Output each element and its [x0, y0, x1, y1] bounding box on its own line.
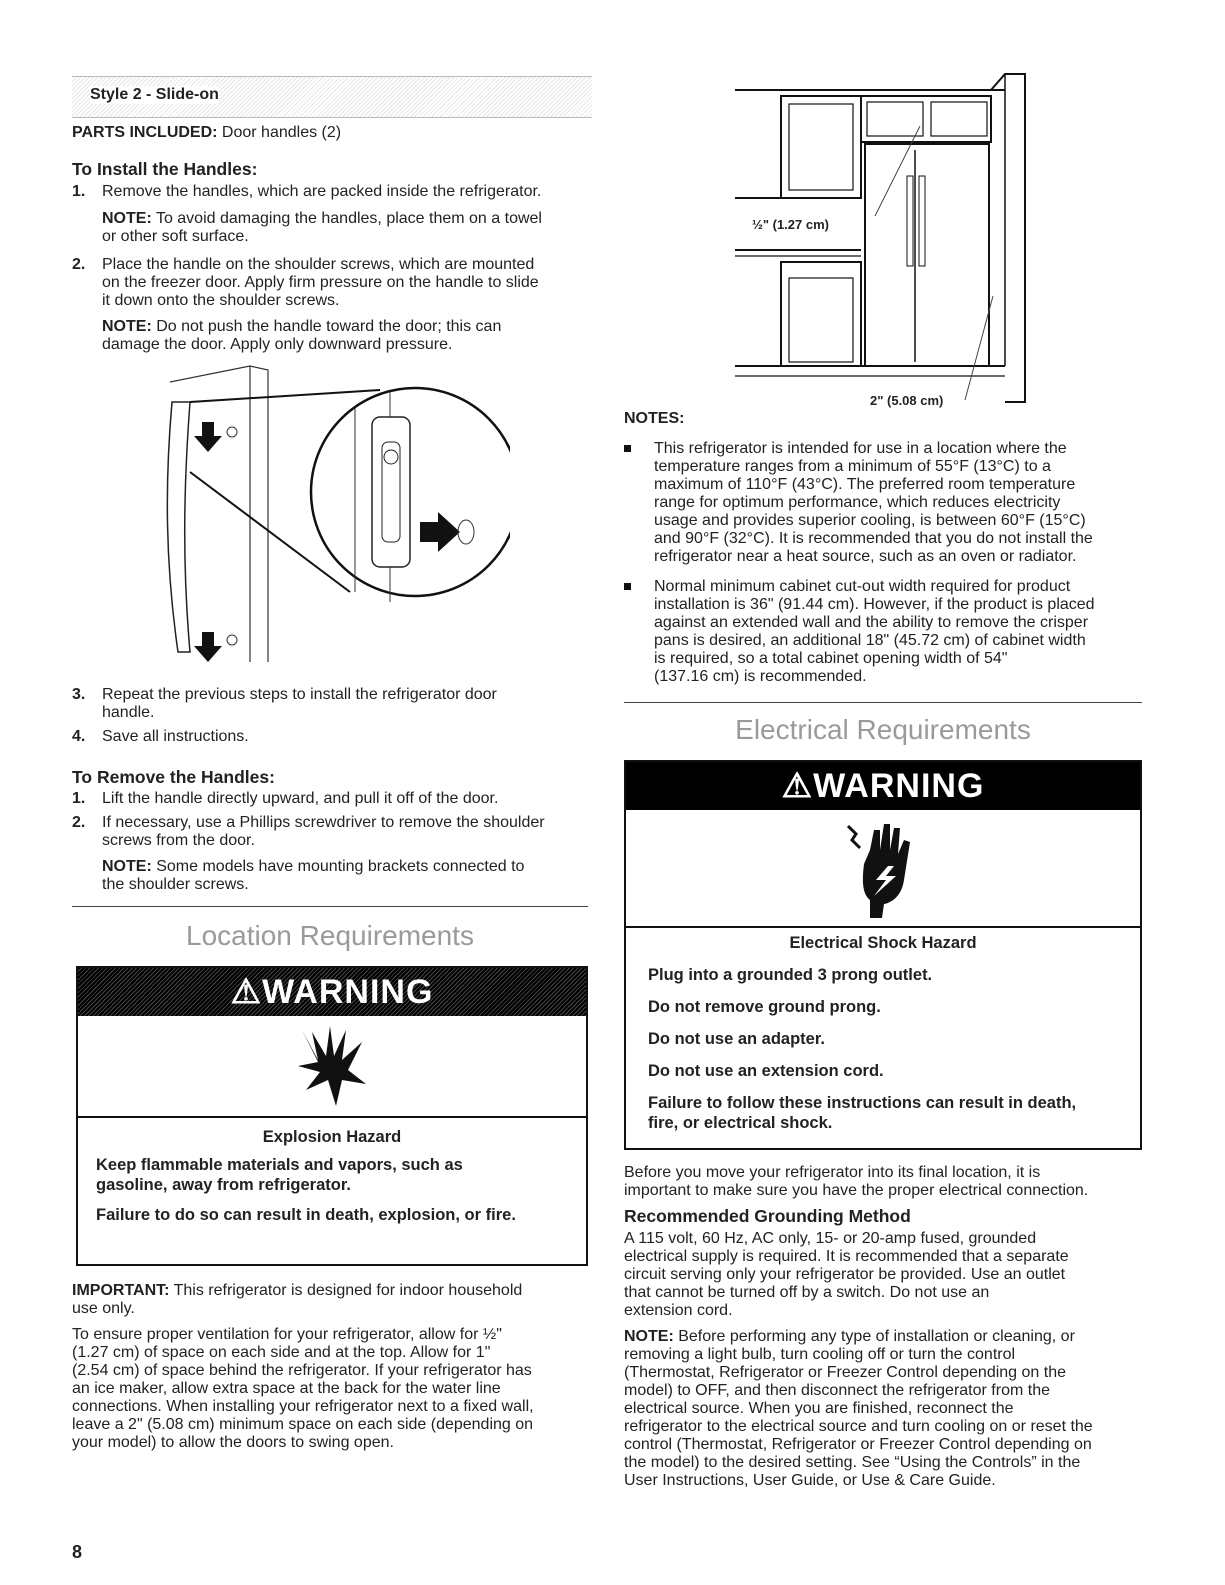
section-divider [624, 702, 1142, 703]
electrical-title: Electrical Requirements [735, 714, 1031, 745]
bullet [624, 583, 631, 590]
note1-line-3: maximum of 110°F (43°C). The preferred room temperature [654, 476, 1076, 493]
final-note-line-8: the model) to the desired setting. See “Using the Controls” in the [624, 1454, 1081, 1471]
shock-warning-box [624, 760, 1142, 1150]
note1-line-4: range for optimum performance, which reduces electricity [654, 494, 1061, 511]
grounding-line-4: that cannot be turned off by a switch. Do not use an [624, 1284, 990, 1301]
location-title: Location Requirements [186, 920, 474, 951]
warning-header: ⚠WARNING [78, 968, 586, 1016]
install-note-2: NOTE: Do not push the handle toward the door; this can [102, 318, 502, 335]
step-number: 4. [72, 728, 86, 745]
note2-line-1: Normal minimum cabinet cut-out width required for product [654, 578, 1071, 595]
install-note-1: NOTE: To avoid damaging the handles, place them on a towel [102, 210, 542, 227]
remove-step-2-line1: If necessary, use a Phillips screwdriver to remove the shoulder [102, 814, 545, 831]
shock-line-5: Failure to follow these instructions can result in death, [648, 1094, 1077, 1112]
shock-hazard-title: Electrical Shock Hazard [789, 934, 977, 952]
step-number: 2. [72, 256, 86, 273]
final-note-line-2: removing a light bulb, turn cooling off or turn the control [624, 1346, 1016, 1363]
before-line-1: Before you move your refrigerator into its final location, it is [624, 1164, 1041, 1181]
explosion-warning-box [76, 966, 588, 1266]
step-number: 1. [72, 183, 86, 200]
ventilation-line-3: (2.54 cm) of space behind the refrigerator. If your refrigerator has [72, 1362, 532, 1379]
important-note: IMPORTANT: This refrigerator is designed for indoor household [72, 1282, 523, 1299]
ventilation-line-5: connections. When installing your refrigerator next to a fixed wall, [72, 1398, 534, 1415]
warning-header: ⚠WARNING [626, 762, 1140, 810]
remove-heading: To Remove the Handles: [72, 767, 275, 787]
grounding-line-5: extension cord. [624, 1302, 733, 1319]
note2-line-3: against an extended wall and the ability to remove the crisper [654, 614, 1089, 631]
install-step-3-line1: Repeat the previous steps to install the refrigerator door [102, 686, 497, 703]
grounding-line-1: A 115 volt, 60 Hz, AC only, 15- or 20-amp fused, grounded [624, 1230, 1037, 1247]
remove-step-1: Lift the handle directly upward, and pull it off of the door. [102, 790, 499, 807]
note1-line-6: and 90°F (32°C). It is recommended that you do not install the [654, 530, 1093, 547]
step-number: 3. [72, 686, 86, 703]
shock-icon-row [626, 810, 1140, 928]
grounding-heading: Recommended Grounding Method [624, 1206, 911, 1226]
step-number: 1. [72, 790, 86, 807]
install-step-3-line2: handle. [102, 704, 155, 721]
install-heading: To Install the Handles: [72, 159, 258, 179]
page-number: 8 [72, 1542, 83, 1562]
parts-included: PARTS INCLUDED: Door handles (2) [72, 124, 342, 141]
explosion-line-3: Failure to do so can result in death, explosion, or fire. [96, 1206, 516, 1224]
install-step-2-line2: on the freezer door. Apply firm pressure on the handle to slide [102, 274, 539, 291]
shock-line-3: Do not use an adapter. [648, 1030, 825, 1048]
note2-line-4: pans is desired, an additional 18" (45.72 cm) of cabinet width [654, 632, 1086, 649]
section-divider [72, 906, 588, 907]
style-header-bar [72, 76, 592, 118]
shock-line-2: Do not remove ground prong. [648, 998, 881, 1016]
final-note-line-9: User Instructions, User Guide, or Use & Care Guide. [624, 1472, 996, 1489]
remove-step-2-line2: screws from the door. [102, 832, 255, 849]
explosion-hazard-title: Explosion Hazard [262, 1128, 402, 1146]
ventilation-line-2: (1.27 cm) of space on each side and at the top. Allow for 1" [72, 1344, 491, 1361]
note1-line-1: This refrigerator is intended for use in a location where the [654, 440, 1067, 457]
notes-heading: NOTES: [624, 410, 685, 427]
final-note-line-5: electrical source. When you are finished, reconnect the [624, 1400, 1014, 1417]
final-note-line-3: (Thermostat, Refrigerator or Freezer Control depending on the [624, 1364, 1066, 1381]
grounding-line-2: electrical supply is required. It is recommended that a separate [624, 1248, 1069, 1265]
explosion-icon [296, 1022, 368, 1110]
before-line-2: important to make sure you have the proper electrical connection. [624, 1182, 1089, 1199]
note2-line-2: installation is 36" (91.44 cm). However, if the product is placed [654, 596, 1095, 613]
grounding-line-3: circuit serving only your refrigerator be provided. Use an outlet [624, 1266, 1066, 1283]
install-step-2-line1: Place the handle on the shoulder screws, which are mounted [102, 256, 535, 273]
install-step-2-line3: it down onto the shoulder screws. [102, 292, 340, 309]
step-number: 2. [72, 814, 86, 831]
bullet [624, 445, 631, 452]
note1-line-2: temperature ranges from a minimum of 55°F (13°C) to a [654, 458, 1051, 475]
ventilation-line-7: your model) to allow the doors to swing open. [72, 1434, 394, 1451]
electric-shock-icon [844, 820, 924, 920]
final-note-line-6: refrigerator to the electrical source and turn cooling on or reset the [624, 1418, 1093, 1435]
explosion-line-1: Keep flammable materials and vapors, such as [96, 1156, 463, 1174]
install-step-1: Remove the handles, which are packed inside the refrigerator. [102, 183, 542, 200]
dimension-bottom-label: 2" (5.08 cm) [870, 393, 944, 408]
remove-note-line2: the shoulder screws. [102, 876, 249, 893]
shock-line-1: Plug into a grounded 3 prong outlet. [648, 966, 933, 984]
note1-line-5: usage and provides superior cooling, is between 60°F (15°C) [654, 512, 1086, 529]
shock-line-6: fire, or electrical shock. [648, 1114, 833, 1132]
cabinet-clearance-diagram [735, 66, 1035, 412]
install-note-2-line2: damage the door. Apply only downward pressure. [102, 336, 453, 353]
remove-note: NOTE: Some models have mounting brackets connected to [102, 858, 525, 875]
note1-line-7: refrigerator near a heat source, such as an oven or radiator. [654, 548, 1077, 565]
ventilation-line-4: an ice maker, allow extra space at the back for the water line [72, 1380, 501, 1397]
ventilation-line-1: To ensure proper ventilation for your refrigerator, allow for ½" [72, 1326, 502, 1343]
dimension-top-label: ½" (1.27 cm) [752, 217, 829, 232]
important-note-line2: use only. [72, 1300, 135, 1317]
note2-line-5: is required, so a total cabinet opening width of 54" [654, 650, 1008, 667]
shock-line-4: Do not use an extension cord. [648, 1062, 884, 1080]
install-step-4: Save all instructions. [102, 728, 249, 745]
final-note-line-1: NOTE: Before performing any type of installation or cleaning, or [624, 1328, 1075, 1345]
explosion-line-2: gasoline, away from refrigerator. [96, 1176, 351, 1194]
final-note-line-4: model) to OFF, and then disconnect the refrigerator from the [624, 1382, 1050, 1399]
style-title: Style 2 - Slide-on [90, 86, 219, 103]
install-note-1-line2: or other soft surface. [102, 228, 249, 245]
note2-line-6: (137.16 cm) is recommended. [654, 668, 867, 685]
explosion-icon-row [78, 1016, 586, 1118]
final-note-line-7: control (Thermostat, Refrigerator or Freezer Control depending on [624, 1436, 1092, 1453]
ventilation-line-6: leave a 2" (5.08 cm) minimum space on each side (depending on [72, 1416, 534, 1433]
handle-install-illustration [150, 362, 510, 672]
